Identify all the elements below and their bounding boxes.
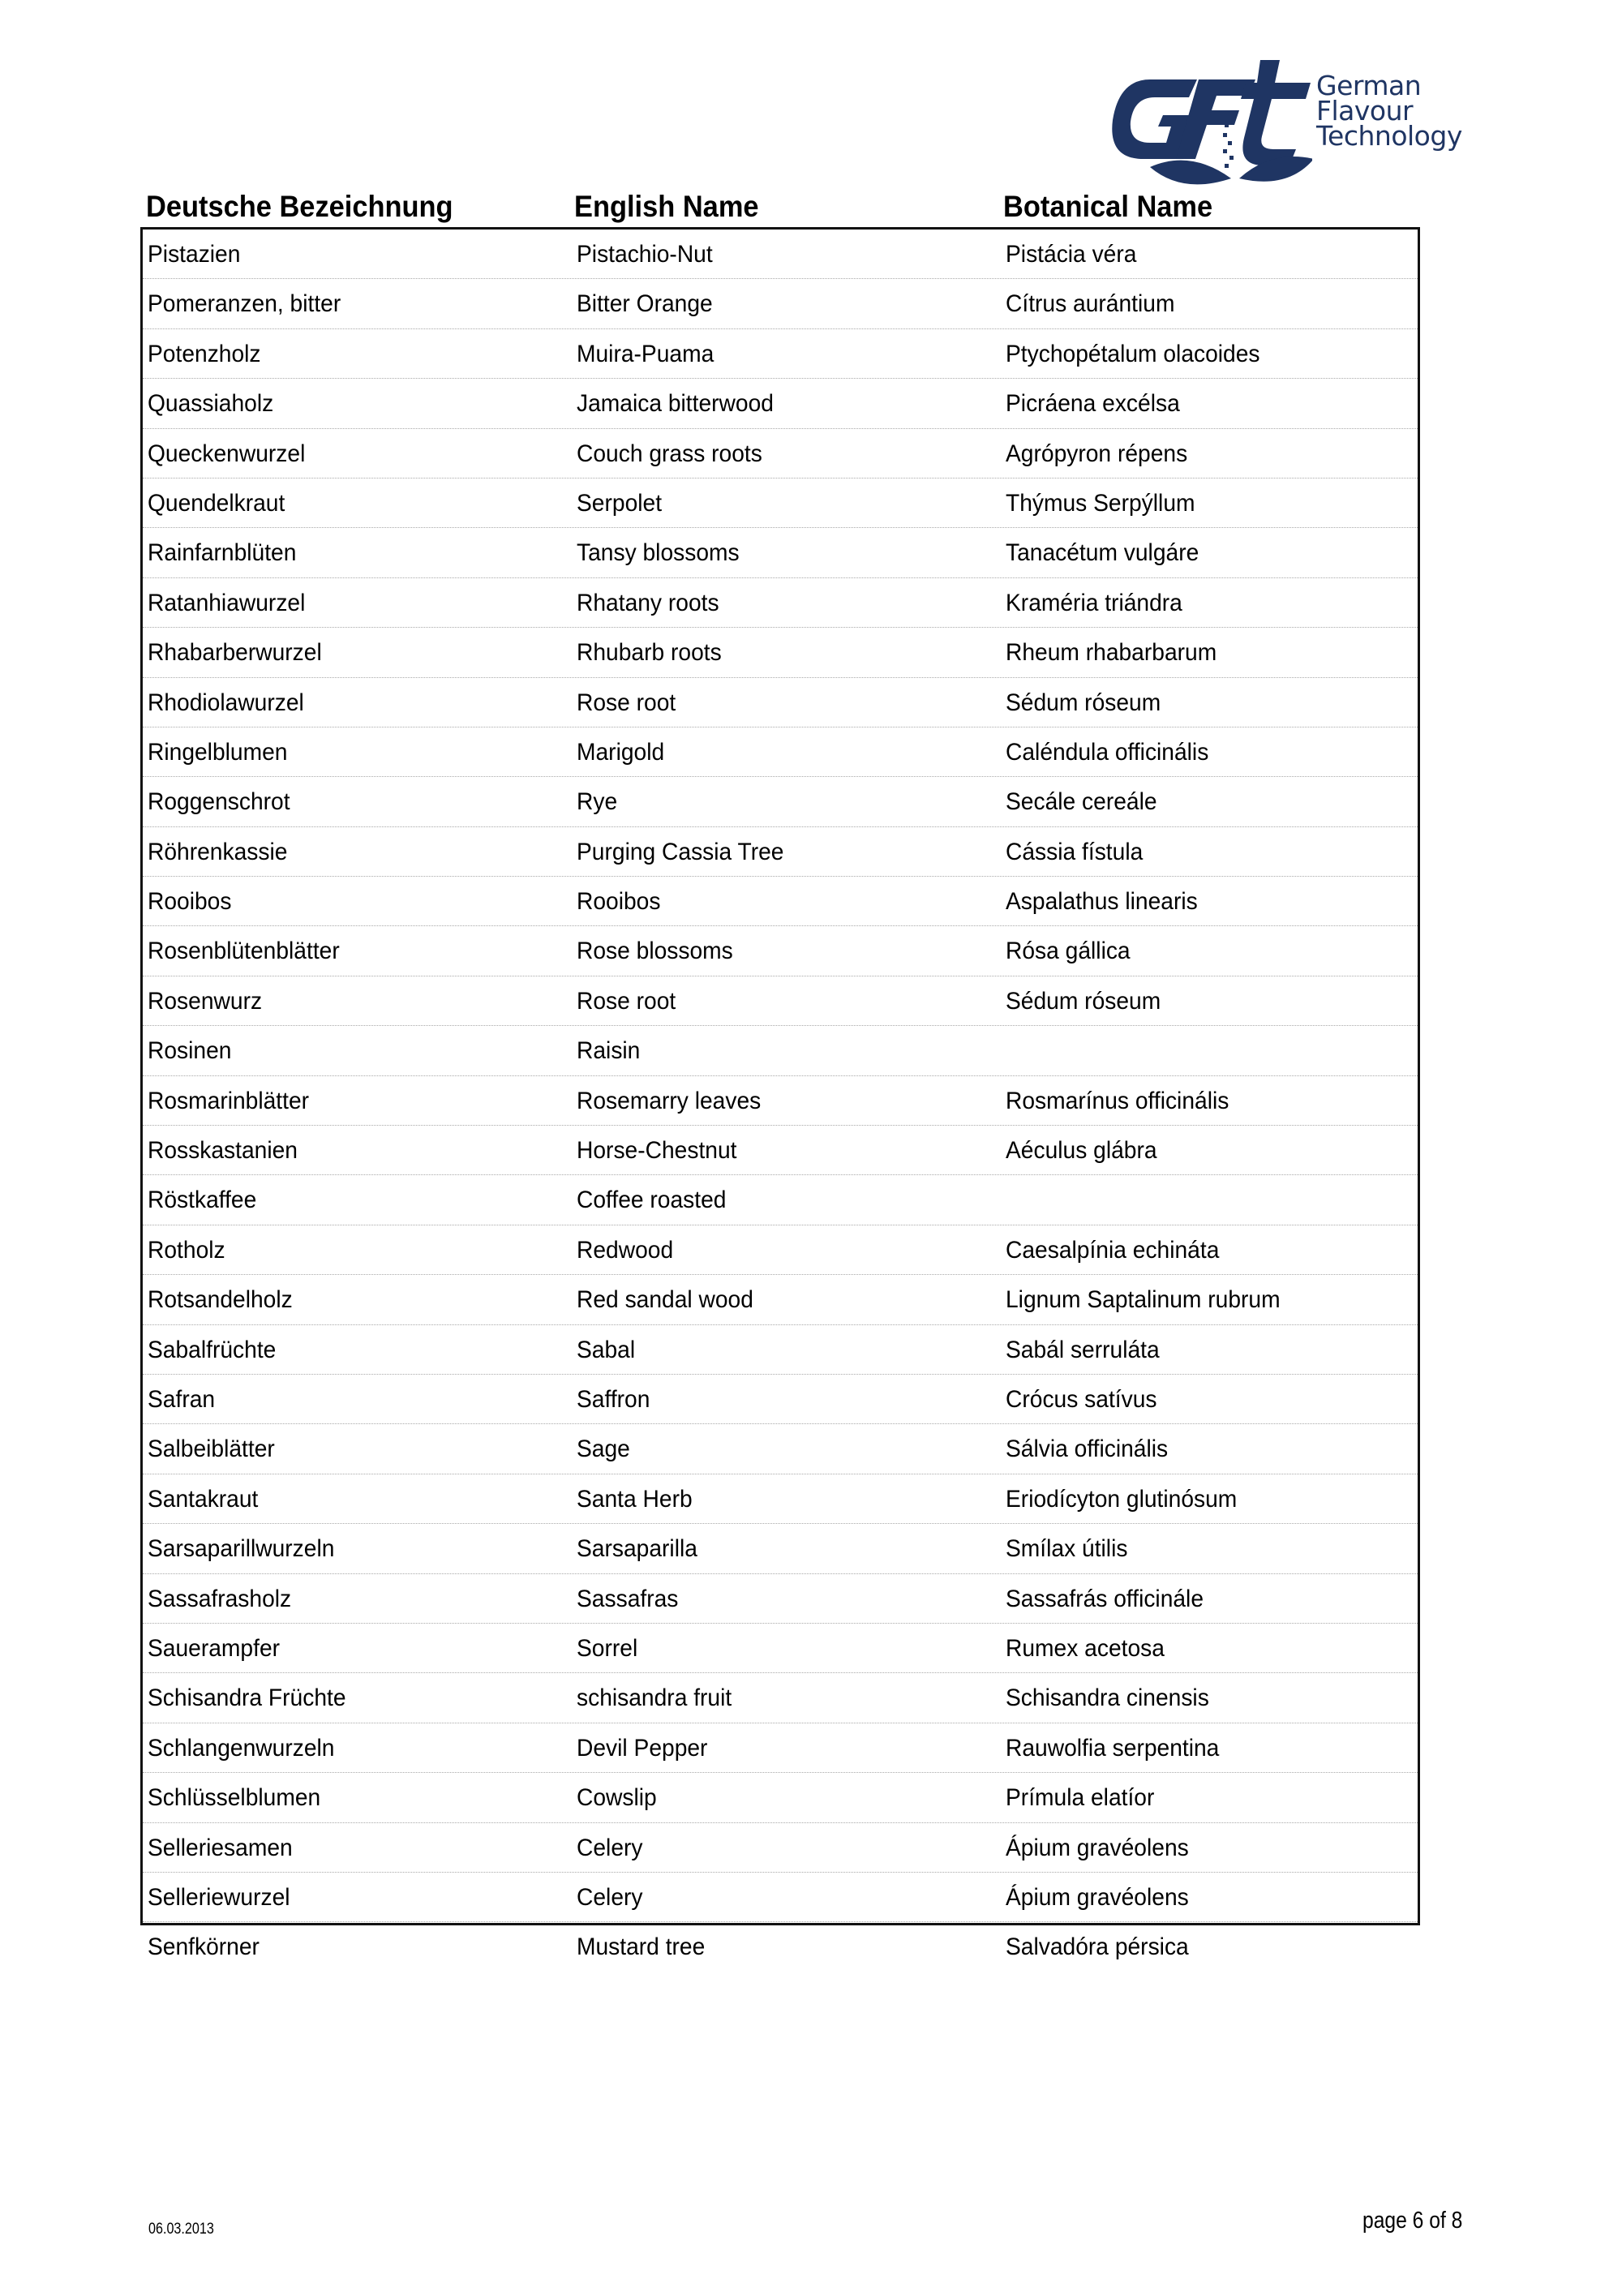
botanical-name-cell: Caléndula officinális [1006, 738, 1209, 766]
table-row [143, 926, 1418, 976]
company-logo [1101, 58, 1491, 188]
english-name-cell: Rye [577, 788, 618, 816]
footer-date: 06.03.2013 [148, 2221, 214, 2238]
english-name-cell: Devil Pepper [577, 1734, 708, 1762]
botanical-name-cell: Prímula elatíor [1006, 1784, 1155, 1812]
english-name-cell: Serpolet [577, 489, 663, 517]
botanical-name-cell: Rumex acetosa [1006, 1634, 1165, 1662]
botanical-name-cell: Crócus satívus [1006, 1385, 1157, 1413]
table-row [143, 1873, 1418, 1922]
german-name-cell: Ringelblumen [148, 738, 288, 766]
column-header-english: English Name [574, 190, 759, 223]
table-row [143, 1673, 1418, 1723]
botanical-name-cell: Smílax útilis [1006, 1535, 1128, 1563]
table-row [143, 1823, 1418, 1873]
botanical-name-cell: Cássia fístula [1006, 838, 1144, 865]
table-row [143, 827, 1418, 877]
table-row [143, 1126, 1418, 1175]
botanical-name-cell: Sédum róseum [1006, 689, 1161, 716]
column-header-botanical: Botanical Name [1003, 190, 1213, 223]
german-name-cell: Rhodiolawurzel [148, 689, 304, 716]
botanical-name-cell: Ápium gravéolens [1006, 1883, 1189, 1911]
page-number: page 6 of 8 [1362, 2208, 1463, 2234]
botanical-name-cell: Salvadóra pérsica [1006, 1933, 1189, 1961]
column-header-german: Deutsche Bezeichnung [146, 190, 453, 223]
german-name-cell: Safran [148, 1385, 216, 1413]
english-name-cell: Horse-Chestnut [577, 1137, 737, 1165]
table-row [143, 1922, 1418, 1972]
german-name-cell: Santakraut [148, 1485, 259, 1513]
botanical-name-cell: Rheum rhabarbarum [1006, 639, 1217, 667]
german-name-cell: Schlüsselblumen [148, 1784, 321, 1812]
botanical-name-cell: Sálvia officinális [1006, 1436, 1169, 1463]
botanical-name-cell: Rauwolfia serpentina [1006, 1734, 1220, 1762]
german-name-cell: Selleriesamen [148, 1834, 293, 1861]
table-row [143, 628, 1418, 677]
table-row [143, 1723, 1418, 1773]
logo-wordmark [1316, 70, 1462, 152]
botanical-name-cell: Ápium gravéolens [1006, 1834, 1189, 1861]
table-header [0, 187, 1622, 227]
german-name-cell: Potenzholz [148, 340, 261, 367]
english-name-cell: Mustard tree [577, 1933, 706, 1961]
english-name-cell: Pistachio-Nut [577, 241, 713, 268]
english-name-cell: Rose root [577, 987, 676, 1015]
english-name-cell: Redwood [577, 1236, 674, 1264]
english-name-cell: Sarsaparilla [577, 1535, 697, 1563]
table-row [143, 727, 1418, 777]
german-name-cell: Selleriewurzel [148, 1883, 290, 1911]
german-name-cell: Sarsaparillwurzeln [148, 1535, 335, 1563]
botanical-name-cell: Secále cereále [1006, 788, 1157, 816]
english-name-cell: Sassafras [577, 1585, 679, 1612]
botanical-name-cell: Tanacétum vulgáre [1006, 539, 1199, 567]
german-name-cell: Senfkörner [148, 1933, 260, 1961]
botanical-name-cell: Rósa gállica [1006, 938, 1131, 965]
botanical-name-cell: Lignum Saptalinum rubrum [1006, 1286, 1281, 1314]
botanical-name-cell: Agrópyron répens [1006, 440, 1188, 467]
table-row [143, 1474, 1418, 1524]
german-name-cell: Salbeiblätter [148, 1436, 275, 1463]
english-name-cell: Muira-Puama [577, 340, 714, 367]
english-name-cell: Rhubarb roots [577, 639, 722, 667]
plant-names-table [140, 227, 1420, 1961]
german-name-cell: Quassiaholz [148, 390, 274, 418]
table-row [143, 429, 1418, 479]
german-name-cell: Röstkaffee [148, 1187, 257, 1214]
table-row [143, 479, 1418, 528]
german-name-cell: Sauerampfer [148, 1634, 281, 1662]
german-name-cell: Rosskastanien [148, 1137, 298, 1165]
table-row [143, 1424, 1418, 1474]
logo-line-german: German [1316, 70, 1422, 101]
table-row [143, 578, 1418, 628]
german-name-cell: Quendelkraut [148, 489, 285, 517]
english-name-cell: Coffee roasted [577, 1187, 727, 1214]
botanical-name-cell: Pistácia véra [1006, 241, 1137, 268]
table-row [143, 1026, 1418, 1075]
table-row [143, 1325, 1418, 1375]
table-row [143, 329, 1418, 379]
english-name-cell: Marigold [577, 738, 665, 766]
german-name-cell: Rooibos [148, 888, 232, 916]
table-row [143, 1275, 1418, 1324]
botanical-name-cell: Kraméria triándra [1006, 589, 1182, 616]
english-name-cell: Sabal [577, 1336, 636, 1363]
gft-logo-mark-icon [1101, 58, 1312, 188]
german-name-cell: Schlangenwurzeln [148, 1734, 335, 1762]
botanical-name-cell: Sabál serruláta [1006, 1336, 1160, 1363]
table-row [143, 1524, 1418, 1573]
german-name-cell: Pistazien [148, 241, 241, 268]
german-name-cell: Rotholz [148, 1236, 225, 1264]
english-name-cell: Bitter Orange [577, 290, 713, 318]
logo-line-flavour: Flavour [1316, 95, 1414, 127]
english-name-cell: Rosemarry leaves [577, 1087, 762, 1114]
german-name-cell: Rosenblütenblätter [148, 938, 340, 965]
english-name-cell: Santa Herb [577, 1485, 693, 1513]
botanical-name-cell: Eriodícyton glutinósum [1006, 1485, 1238, 1513]
english-name-cell: Saffron [577, 1385, 650, 1413]
botanical-name-cell: Thýmus Serpýllum [1006, 489, 1195, 517]
english-name-cell: Cowslip [577, 1784, 657, 1812]
german-name-cell: Rainfarnblüten [148, 539, 297, 567]
botanical-name-cell: Cítrus aurántium [1006, 290, 1175, 318]
botanical-name-cell: Aéculus glábra [1006, 1137, 1157, 1165]
german-name-cell: Sassafrasholz [148, 1585, 292, 1612]
german-name-cell: Pomeranzen, bitter [148, 290, 341, 318]
table-row [143, 1624, 1418, 1673]
botanical-name-cell: Picráena excélsa [1006, 390, 1180, 418]
botanical-name-cell: Schisandra cinensis [1006, 1684, 1209, 1712]
botanical-name-cell: Rosmarínus officinális [1006, 1087, 1229, 1114]
table-row [143, 678, 1418, 727]
botanical-name-cell: Ptychopétalum olacoides [1006, 340, 1260, 367]
table-row [143, 230, 1418, 279]
english-name-cell: Celery [577, 1834, 643, 1861]
german-name-cell: Rotsandelholz [148, 1286, 293, 1314]
english-name-cell: Purging Cassia Tree [577, 838, 784, 865]
english-name-cell: Tansy blossoms [577, 539, 740, 567]
botanical-name-cell: Aspalathus linearis [1006, 888, 1198, 916]
table-row [143, 1773, 1418, 1822]
table-row [143, 1076, 1418, 1126]
german-name-cell: Rosinen [148, 1037, 232, 1065]
table-row [143, 1574, 1418, 1624]
table-row [143, 777, 1418, 826]
english-name-cell: Rose root [577, 689, 676, 716]
english-name-cell: schisandra fruit [577, 1684, 732, 1712]
german-name-cell: Rhabarberwurzel [148, 639, 322, 667]
botanical-name-cell: Caesalpínia echináta [1006, 1236, 1220, 1264]
table-row [143, 1375, 1418, 1424]
english-name-cell: Sorrel [577, 1634, 638, 1662]
table-row [143, 1225, 1418, 1275]
table-row [143, 379, 1418, 428]
logo-line-technology: Technology [1316, 120, 1462, 152]
english-name-cell: Rose blossoms [577, 938, 733, 965]
english-name-cell: Jamaica bitterwood [577, 390, 774, 418]
english-name-cell: Raisin [577, 1037, 641, 1065]
english-name-cell: Rhatany roots [577, 589, 719, 616]
english-name-cell: Sage [577, 1436, 630, 1463]
english-name-cell: Couch grass roots [577, 440, 762, 467]
botanical-name-cell: Sassafrás officinále [1006, 1585, 1204, 1612]
english-name-cell: Celery [577, 1883, 643, 1911]
german-name-cell: Rosenwurz [148, 987, 263, 1015]
german-name-cell: Rosmarinblätter [148, 1087, 310, 1114]
german-name-cell: Queckenwurzel [148, 440, 306, 467]
english-name-cell: Red sandal wood [577, 1286, 753, 1314]
table-row [143, 1175, 1418, 1225]
german-name-cell: Sabalfrüchte [148, 1336, 277, 1363]
german-name-cell: Schisandra Früchte [148, 1684, 346, 1712]
german-name-cell: Röhrenkassie [148, 838, 288, 865]
table-row [143, 279, 1418, 328]
german-name-cell: Ratanhiawurzel [148, 589, 306, 616]
table-row [143, 976, 1418, 1026]
table-row [143, 877, 1418, 926]
german-name-cell: Roggenschrot [148, 788, 290, 816]
botanical-name-cell: Sédum róseum [1006, 987, 1161, 1015]
table-row [143, 528, 1418, 577]
english-name-cell: Rooibos [577, 888, 661, 916]
